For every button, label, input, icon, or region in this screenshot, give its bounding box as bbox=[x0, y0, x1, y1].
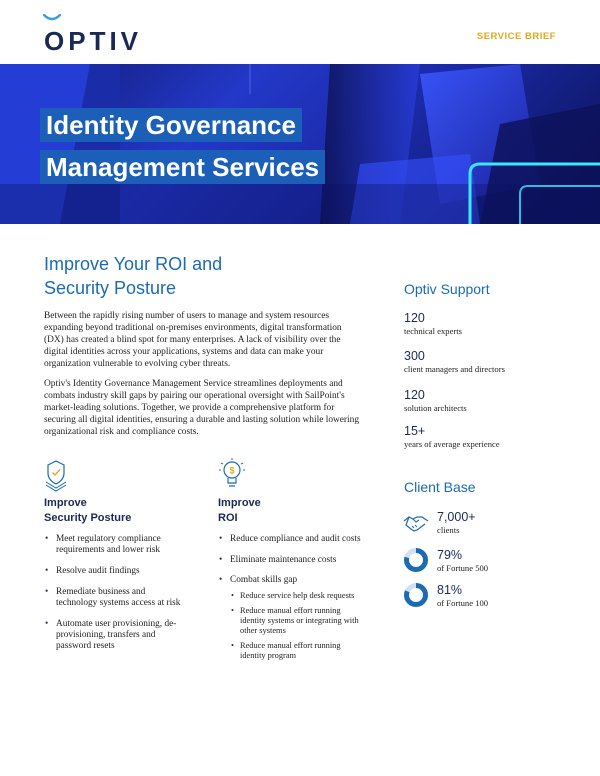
clients-label: clients bbox=[437, 525, 460, 535]
stat-value: 120 bbox=[404, 311, 425, 325]
handshake-icon bbox=[403, 509, 429, 535]
fortune-100-value: 81% bbox=[437, 583, 463, 597]
fortune-500-value: 79% bbox=[437, 548, 463, 562]
roi-benefits-list bbox=[218, 534, 368, 670]
list-item: • Eliminate maintenance costs bbox=[218, 555, 368, 566]
clients-value: 7,000+ bbox=[437, 510, 476, 524]
security-title-line-2: Security Posture bbox=[44, 512, 132, 524]
optiv-logo bbox=[42, 14, 143, 56]
list-item: • Meet regulatory compliance requirements and lower risk bbox=[44, 534, 184, 556]
stat-value: 120 bbox=[404, 388, 425, 402]
logo-text: OPTIV bbox=[44, 26, 143, 56]
list-item: • Resolve audit findings bbox=[44, 566, 184, 577]
hero-title-line-2: Management Services bbox=[40, 150, 325, 184]
roi-title-line-2: ROI bbox=[218, 512, 238, 524]
shield-check-icon bbox=[44, 458, 76, 492]
security-column-title bbox=[44, 496, 131, 526]
intro-paragraph-2: Optiv's Identity Governance Management Service streamlines deployments and combats industry skill gaps by pairing our operational oversight with SailPoint's market-leading solutions. Together, we provide a comprehensive platform for securing all digital identities, ensuring a durable and lasting solution while lowering organizational risk and compliance costs. bbox=[44, 379, 360, 438]
security-title-line-1: Improve bbox=[44, 497, 87, 509]
service-brief-label: SERVICE BRIEF bbox=[476, 31, 556, 42]
svg-text:$: $ bbox=[229, 465, 235, 476]
hero-background-graphic bbox=[0, 64, 600, 224]
client-base-heading: Client Base bbox=[404, 479, 476, 495]
hero-banner bbox=[0, 64, 600, 224]
stat-label: solution architects bbox=[404, 403, 467, 413]
stat-label: technical experts bbox=[404, 326, 462, 336]
roi-title-line-1: Improve bbox=[218, 497, 261, 509]
stat-value: 15+ bbox=[404, 424, 426, 438]
stat-label: client managers and directors bbox=[404, 364, 505, 374]
header bbox=[0, 0, 600, 64]
stat-label: years of average experience bbox=[404, 439, 500, 449]
fortune-100-donut-icon bbox=[403, 582, 429, 608]
sub-list-item: • Reduce service help desk requests bbox=[230, 591, 368, 601]
hero-title-line-1: Identity Governance bbox=[40, 108, 302, 142]
main-heading-line-1: Improve Your ROI and bbox=[44, 254, 223, 274]
sub-list-item: • Reduce manual effort running identity systems or integrating with other systems bbox=[230, 606, 368, 636]
roi-column-title bbox=[218, 496, 261, 526]
list-item: • Reduce compliance and audit costs bbox=[218, 534, 368, 545]
security-benefits-list bbox=[44, 534, 184, 662]
main-heading-line-2: Security Posture bbox=[44, 278, 177, 298]
list-item: • Automate user provisioning, de-provisioning, transfers and password resets bbox=[44, 619, 184, 653]
optiv-support-heading: Optiv Support bbox=[404, 281, 490, 297]
fortune-500-donut-icon bbox=[403, 547, 429, 573]
lightbulb-dollar-icon bbox=[218, 457, 250, 491]
list-item: • Remediate business and technology systems access at risk bbox=[44, 587, 184, 609]
main-heading bbox=[44, 252, 364, 300]
skills-gap-sublist bbox=[230, 591, 368, 661]
stat-value: 300 bbox=[404, 349, 425, 363]
fortune-500-label: of Fortune 500 bbox=[437, 563, 489, 573]
fortune-100-label: of Fortune 100 bbox=[437, 598, 489, 608]
logo-mark-icon bbox=[42, 14, 62, 22]
intro-paragraph-1: Between the rapidly rising number of users to manage and system resources expanding beyond traditional on-premises environments, digital transformation (DX) has created a blind spot for many enterprises. A lack of visibility over the digital identities across your applications, systems and data can make your organization vulnerable to evolving cyber threats. bbox=[44, 311, 342, 370]
list-item bbox=[218, 575, 368, 660]
sub-list-item: • Reduce manual effort running identity program bbox=[230, 641, 368, 661]
list-item-label: Combat skills gap bbox=[230, 575, 298, 586]
